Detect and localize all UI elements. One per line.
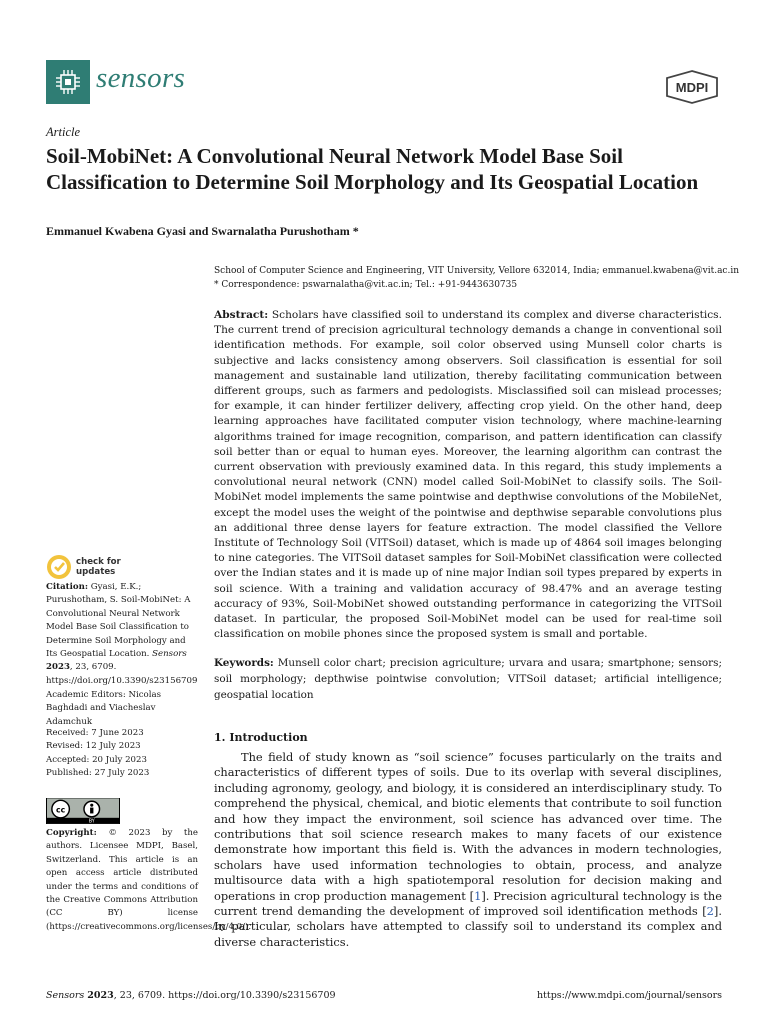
keywords	[214, 655, 722, 703]
introduction-paragraph	[214, 750, 722, 950]
copyright-notice	[46, 827, 252, 934]
citation	[46, 581, 198, 688]
footer-rest[interactable]: , 23, 6709. https://doi.org/10.3390/s23156709	[113, 990, 336, 1001]
mdpi-logo-text: MDPI	[675, 80, 709, 95]
license-badge-text: BY	[88, 818, 95, 824]
check-updates-line1: check for	[76, 557, 121, 567]
citation-rest[interactable]: , 23, 6709. https://doi.org/10.3390/s23156709	[46, 662, 198, 686]
academic-editors: Academic Editors: Nicolas Baghdadi and Viacheslav Adamchuk	[46, 690, 162, 727]
correspondence: * Correspondence: pswarnalatha@vit.ac.in; Tel.: +91-9443630735	[214, 280, 518, 290]
reference-link-2[interactable]: 2	[706, 904, 714, 919]
abstract-text: Scholars have classified soil to understand its complex and diverse characteristics. The current trend of precision agricultural technology demands a change in conventional soil identification methods. For example, soil color observed using Munsell color charts is subjective and lacks consistency among observers. Soil classification is essential for soil management and sustainable land utilization, thereby facilitating communication between different groups, such as farmers and pedologists. Misclassified soil can mislead processes; for example, it can hinder fertilizer delivery, affecting crop yield. On the other hand, deep learning approaches have facilitated computer vision technology, where machine-learning algorithms trained for image recognition, comparison, and pattern identification can classify soil better than or equal to human eyes. Moreover, the learning algorithm can contrast the current observation with previously examined data. In this regard, this study implements a convolutional neural network (CNN) model called Soil-MobiNet to classify soils. The Soil-MobiNet model implements the same pointwise and depthwise convolutions of the MobileNet, except the model uses the weight of the pointwise and depthwise separable convolutions plus an additional three dense layers for feature extraction. The model classified the Vellore Institute of Technology Soil (VITSoil) dataset, which is made up of 4864 soil images belonging to nine categories. The VITSoil dataset samples for Soil-MobiNet classification were collected over the Indian states and it is made up of nine major Indian soil types prepared by experts in soil science. With a training and validation accuracy of 98.47% and an average testing accuracy of 93%, Soil-MobiNet showed outstanding performance in categorizing the VITSoil dataset. In particular, the proposed Soil-MobiNet model can be used for real-time soil classification on mobile phones since the proposed system is small and portable.	[214, 309, 722, 641]
abstract	[214, 308, 722, 642]
intro-text-b: ]. Precision agricultural technology is the current trend demanding the development of improved soil identification methods [	[214, 888, 722, 919]
journal-name[interactable]: sensors	[96, 62, 186, 94]
svg-text:cc: cc	[56, 805, 66, 815]
reference-link-1[interactable]: 1	[474, 888, 482, 903]
creative-commons-icon	[47, 798, 119, 824]
check-icon	[46, 554, 72, 580]
check-for-updates-button[interactable]	[46, 554, 121, 580]
intro-text-a: The field of study known as “soil science” focuses particularly on the traits and characteristics of different types of soils. Due to its overlap with several disciplines, including agronomy, geology, and biology, it is considered an interdisciplinary study. To comprehend the physical, chemical, and biotic elements that contribute to soil function and how they impact the environment, soil science has advanced over time. The contributions that soil science research makes to many facets of our existence demonstrate how important this field is. With the advances in modern technologies, scholars have used information technologies to obtain, process, and analyze multisource data with a high spatiotemporal resolution for decision making and operations in crop production management [	[214, 750, 722, 903]
citation-journal: Sensors	[152, 649, 187, 660]
date-revised: Revised: 12 July 2023	[46, 741, 141, 752]
abstract-label: Abstract:	[214, 309, 269, 321]
footer-citation	[46, 990, 336, 1001]
author-list: Emmanuel Kwabena Gyasi and Swarnalatha Purushotham *	[46, 224, 359, 238]
footer-journal-url[interactable]: https://www.mdpi.com/journal/sensors	[536, 990, 722, 1001]
sensors-journal-logo	[46, 60, 90, 104]
mdpi-logo[interactable]	[665, 70, 719, 104]
dates	[46, 727, 198, 781]
citation-year: 2023	[46, 662, 70, 673]
copyright-text: © 2023 by the authors. Licensee MDPI, Basel, Switzerland. This article is an open access article distributed under the terms and conditions of the Creative Commons Attribution (CC BY) license (https://creativecommons.org/licenses/by/4.0/).	[46, 828, 252, 932]
intro-text-c: ]. In particular, scholars have attempted to classify soil to understand its complex and diverse characteristics.	[214, 904, 722, 949]
check-updates-line2: updates	[76, 567, 116, 577]
section-heading-introduction: 1. Introduction	[214, 731, 308, 744]
date-received: Received: 7 June 2023	[46, 728, 144, 738]
affiliation: School of Computer Science and Engineering, VIT University, Vellore 632014, India; emmanuel.kwabena@vit.ac.in	[214, 266, 740, 276]
date-accepted: Accepted: 20 July 2023	[46, 754, 147, 765]
keywords-label: Keywords:	[214, 657, 274, 669]
citation-label: Citation:	[46, 582, 89, 592]
footer-journal: Sensors	[46, 990, 85, 1001]
cc-by-license-badge[interactable]	[46, 798, 120, 824]
keywords-text: Munsell color chart; precision agriculture; urvara and usara; smartphone; sensors; soil morphology; depthwise pointwise convolution; VITSoil dataset; artificial intelligence; geospatial location	[214, 657, 722, 701]
article-type: Article	[46, 125, 81, 139]
date-published: Published: 27 July 2023	[46, 768, 150, 779]
citation-text: Gyasi, E.K.; Purushotham, S. Soil-MobiNet: A Convolutional Neural Network Model Base Soil Classification to Determine Soil Morphology and Its Geospatial Location.	[46, 582, 191, 660]
chip-icon	[53, 67, 83, 97]
article-title: Soil-MobiNet: A Convolutional Neural Network Model Base Soil Classification to Determine Soil Morphology and Its Geospatial Location	[46, 144, 699, 194]
copyright-label: Copyright:	[46, 828, 97, 838]
footer-year: 2023	[87, 990, 114, 1001]
